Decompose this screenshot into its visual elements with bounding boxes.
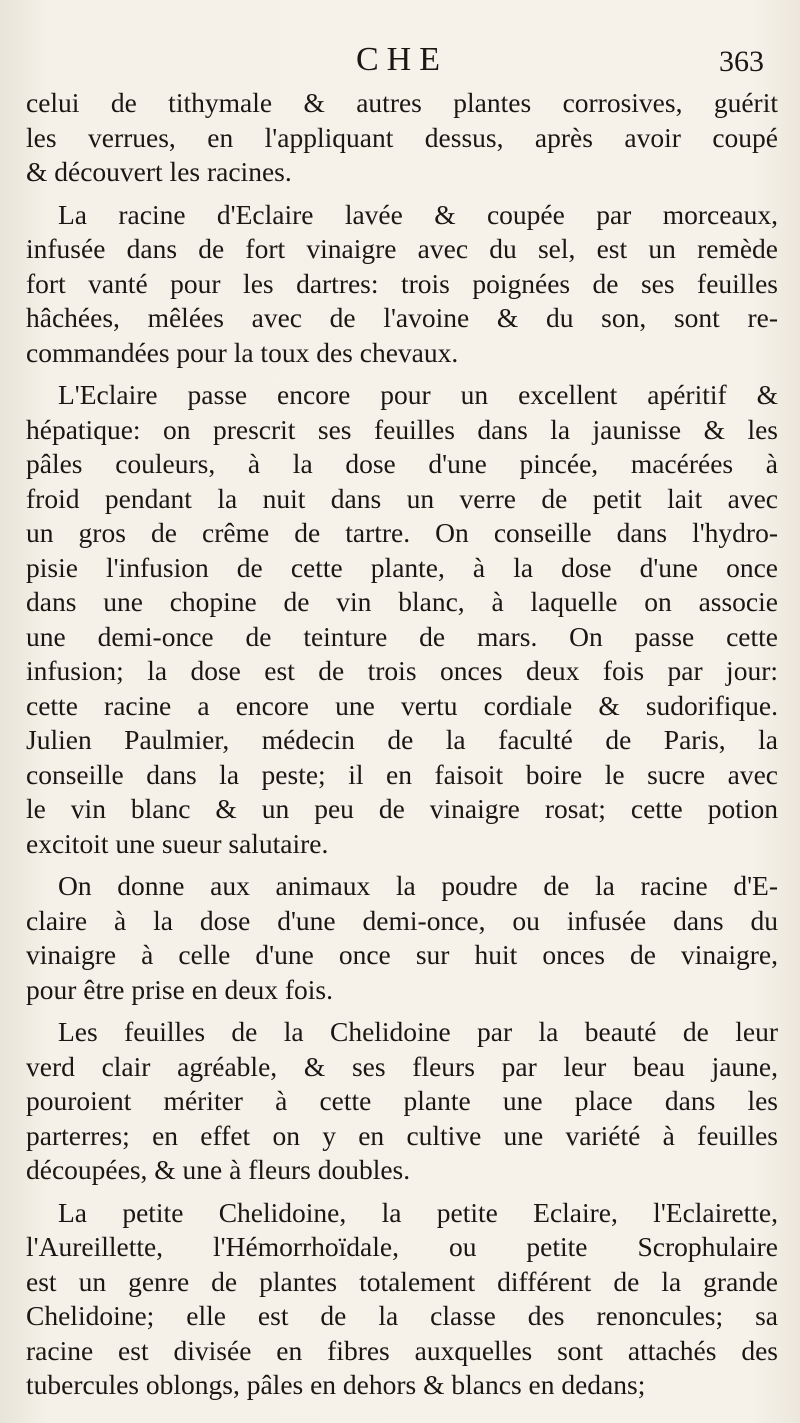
paragraph (26, 198, 778, 371)
body-text (26, 86, 778, 1403)
text-line: commandées pour la toux des chevaux. (26, 336, 459, 368)
text-line: pâles couleurs, à la dose d'une pincée, macérées à (26, 448, 778, 479)
page-number: 363 (719, 45, 764, 78)
text-line: les verrues, en l'appliquant dessus, après avoir coupé (26, 121, 778, 153)
paragraph (26, 378, 778, 861)
text-line: hépatique: on prescrit ses feuilles dans la jaunisse & les (26, 413, 778, 445)
text-line: l'Aureillette, l'Hémorrhoïdale, ou petite Scrophulaire (26, 1231, 778, 1262)
text-line: hâchées, mêlées avec de l'avoine & du son, sont re- (26, 302, 778, 333)
text-line: un gros de crême de tartre. On conseille dans l'hydro- (26, 517, 778, 548)
text-line: tubercules oblongs, pâles en dehors & blancs en dedans; (26, 1369, 646, 1400)
paragraph (26, 1015, 778, 1188)
text-line: La petite Chelidoine, la petite Eclaire, l'Eclairette, (58, 1196, 778, 1228)
text-line: pour être prise en deux fois. (26, 973, 333, 1005)
text-line: L'Eclaire passe encore pour un excellent apéritif & (58, 379, 778, 410)
text-line: dans une chopine de vin blanc, à laquelle on associe (26, 586, 778, 617)
text-line: froid pendant la nuit dans un verre de petit lait avec (26, 482, 778, 514)
text-line: Julien Paulmier, médecin de la faculté de Paris, la (26, 724, 778, 755)
text-line: conseille dans la peste; il en faisoit boire le sucre avec (26, 758, 778, 790)
text-line: On donne aux animaux la poudre de la racine d'E- (58, 870, 778, 901)
text-line: cette racine a encore une vertu cordiale & sudorifique. (26, 689, 778, 721)
page-header (26, 38, 778, 82)
text-line: découpées, & une à fleurs doubles. (26, 1154, 411, 1185)
text-line: le vin blanc & un peu de vinaigre rosat; cette potion (26, 793, 778, 824)
text-line: pisie l'infusion de cette plante, à la dose d'une once (26, 551, 778, 583)
text-line: est un genre de plantes totalement différent de la grande (26, 1265, 778, 1297)
text-line: celui de tithymale & autres plantes corrosives, guérit (26, 87, 778, 118)
text-line: excitoit une sueur salutaire. (26, 827, 329, 859)
paragraph (26, 869, 778, 1007)
text-line: une demi-once de teinture de mars. On passe cette (26, 620, 778, 652)
text-line: claire à la dose d'une demi-once, ou infusée dans du (26, 904, 778, 936)
paragraph (26, 1196, 778, 1403)
text-line: & découvert les racines. (26, 156, 292, 187)
text-line: Chelidoine; elle est de la classe des renoncules; sa (26, 1300, 778, 1331)
text-line: La racine d'Eclaire lavée & coupée par morceaux, (58, 198, 778, 230)
text-line: fort vanté pour les dartres: trois poignées de ses feuilles (26, 267, 778, 299)
text-line: Les feuilles de la Chelidoine par la beauté de leur (58, 1016, 778, 1047)
text-line: infusée dans de fort vinaigre avec du sel, est un remède (26, 233, 778, 264)
text-line: pouroient mériter à cette plante une place dans les (26, 1085, 778, 1116)
paragraph (26, 86, 778, 190)
text-line: vinaigre à celle d'une once sur huit onces de vinaigre, (26, 939, 778, 970)
text-line: parterres; en effet on y en cultive une variété à feuilles (26, 1119, 778, 1151)
text-line: infusion; la dose est de trois onces deux fois par jour: (26, 655, 778, 686)
text-line: verd clair agréable, & ses fleurs par leur beau jaune, (26, 1050, 778, 1082)
text-line: racine est divisée en fibres auxquelles sont attachés des (26, 1334, 778, 1366)
running-head: CHE (356, 41, 448, 78)
